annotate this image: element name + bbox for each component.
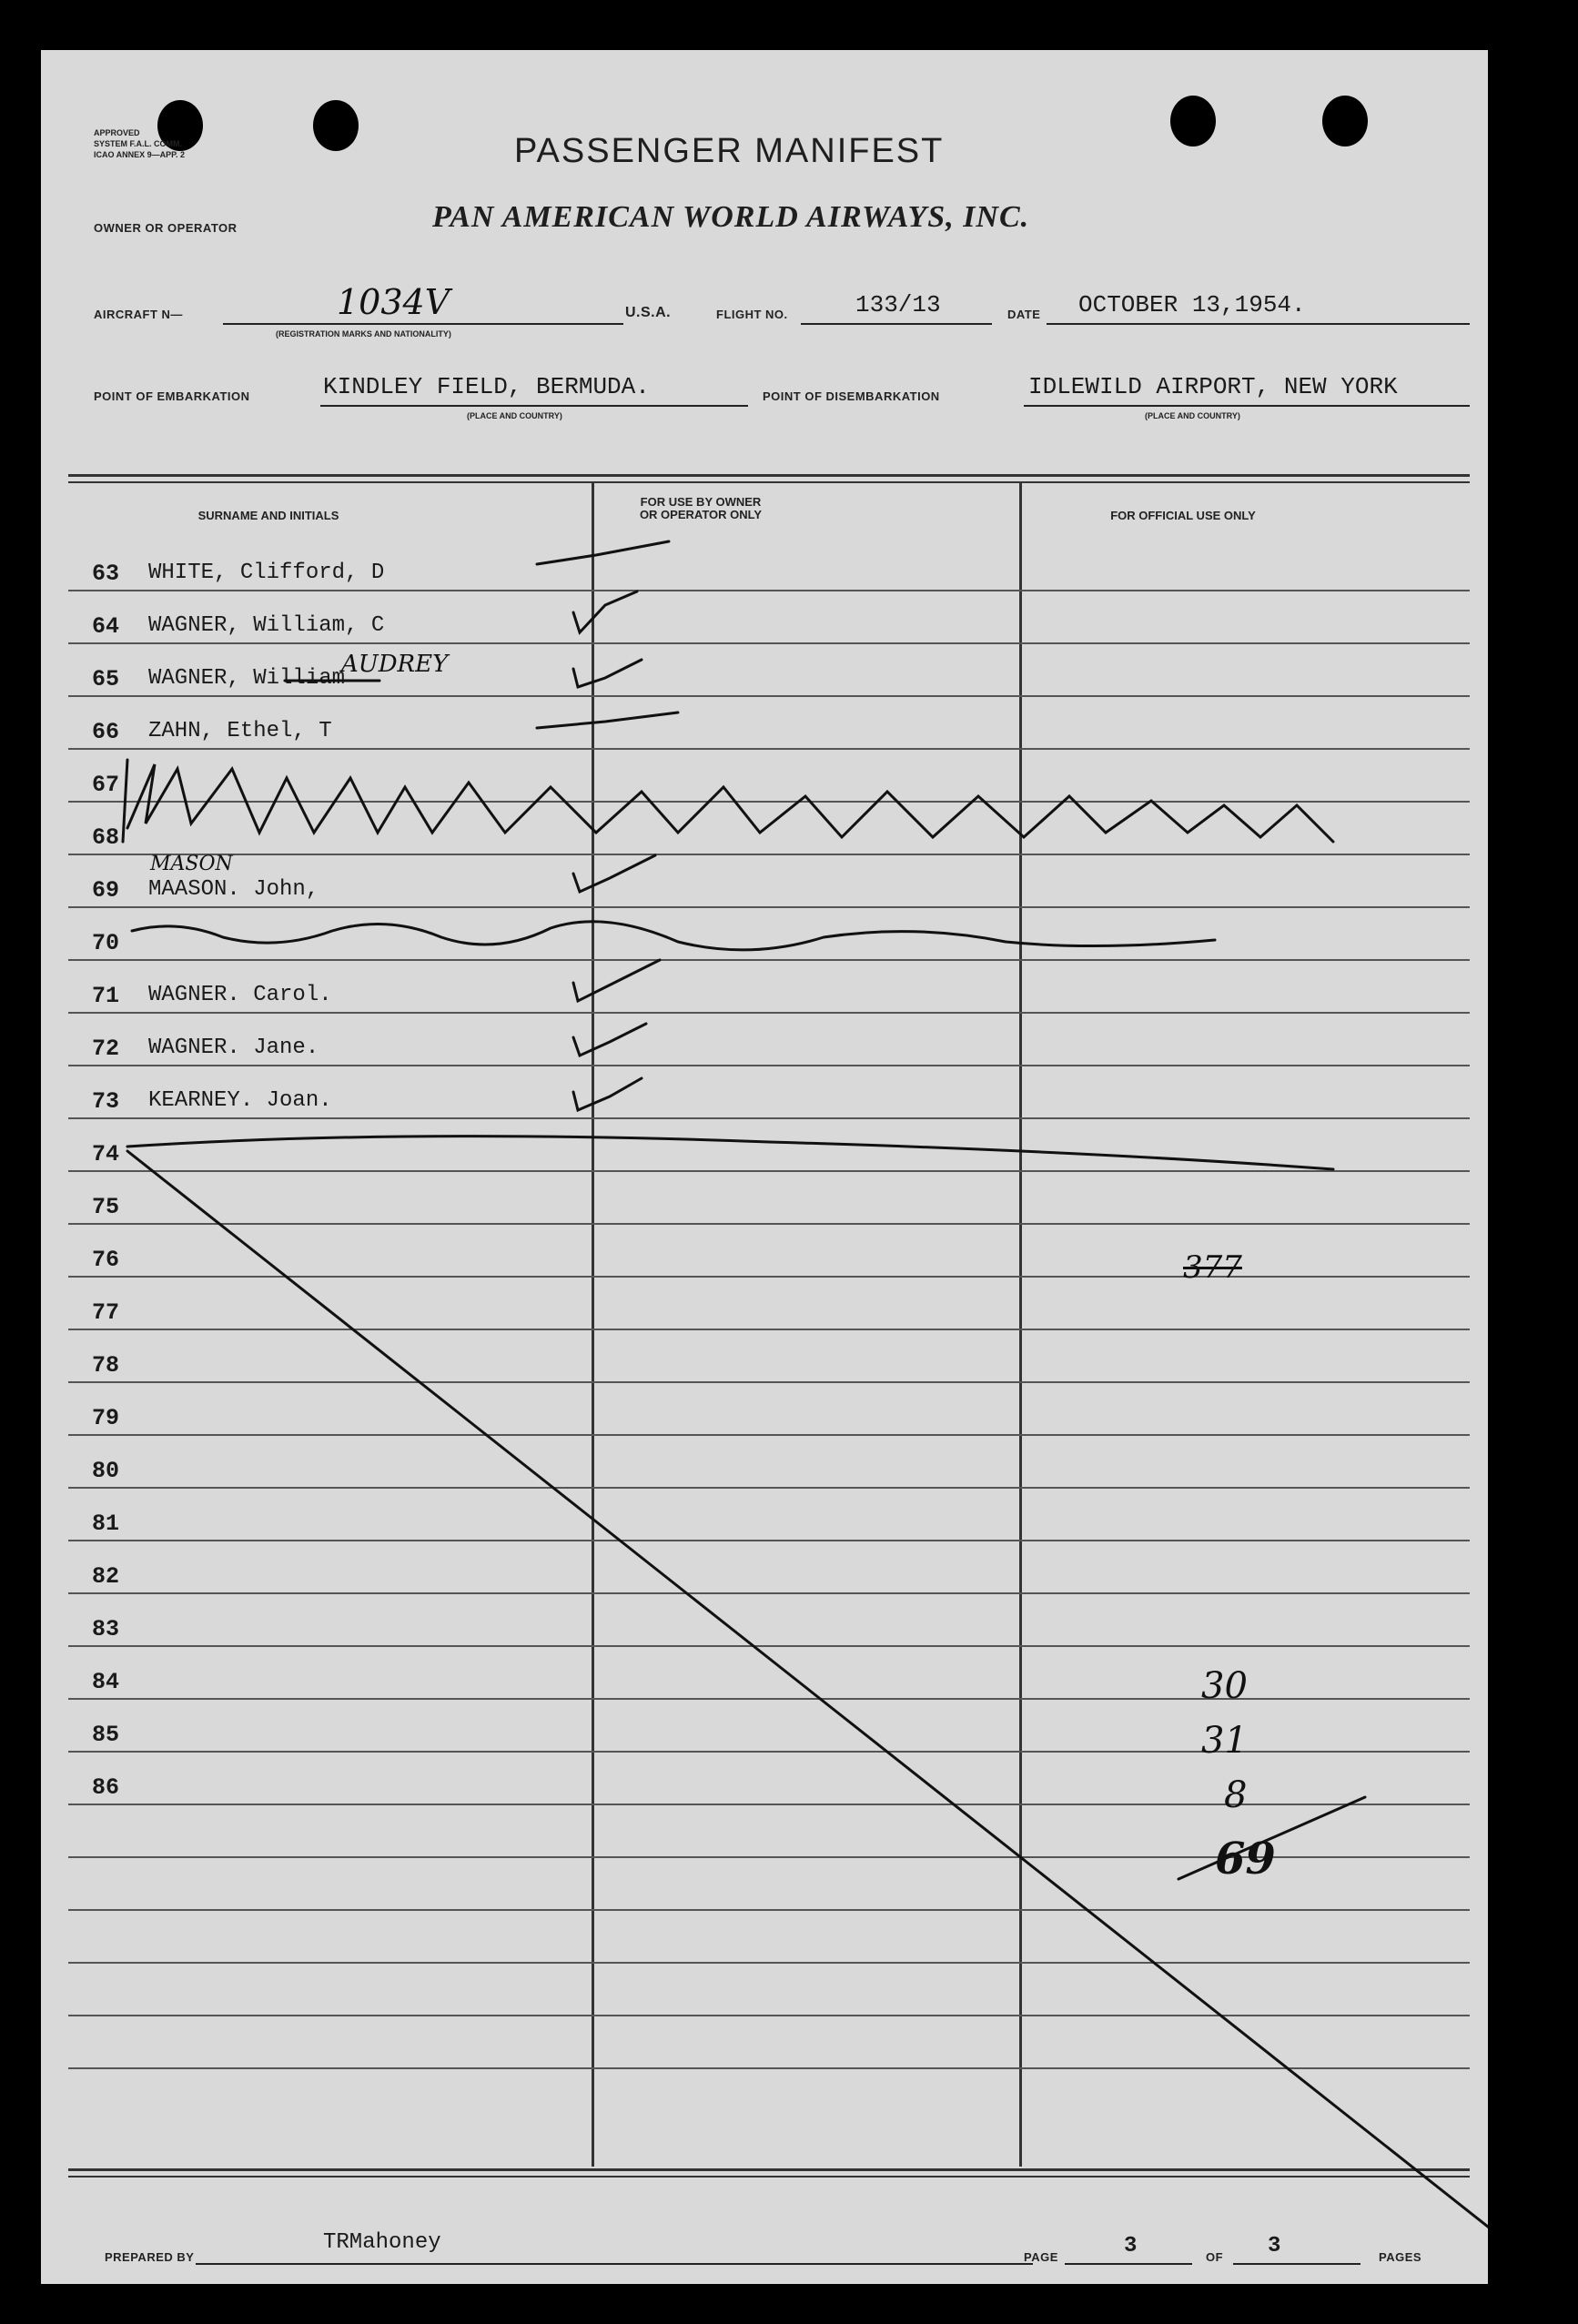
approval-line-1: APPROVED [94, 128, 140, 137]
usa-label: U.S.A. [625, 305, 672, 320]
passenger-name: MAASON. John, [148, 877, 319, 902]
date-value: OCTOBER 13,1954. [1078, 291, 1306, 318]
row-number: 63 [92, 561, 120, 587]
row-number: 71 [92, 983, 120, 1009]
annotation-mason: MASON [150, 853, 233, 875]
row-rule [68, 1329, 1470, 1330]
embarkation-label: POINT OF EMBARKATION [94, 389, 250, 403]
owner-label: OWNER OR OPERATOR [94, 221, 238, 235]
row-number: 75 [92, 1194, 120, 1220]
row-rule [68, 1592, 1470, 1594]
approval-line-2: SYSTEM F.A.L. COMM. [94, 139, 183, 148]
disembarkation-value: IDLEWILD AIRPORT, NEW YORK [1028, 373, 1398, 400]
row-number: 86 [92, 1774, 120, 1801]
row-rule [68, 590, 1470, 591]
annotation-audrey: AUDREY [341, 651, 449, 678]
flight-label: FLIGHT NO. [716, 308, 788, 321]
row-number: 64 [92, 613, 120, 640]
row-number: 82 [92, 1563, 120, 1590]
check-mark [573, 960, 660, 1001]
passenger-name: WAGNER. Jane. [148, 1036, 319, 1060]
row-rule [68, 2067, 1470, 2069]
row-number: 77 [92, 1299, 120, 1326]
check-mark [573, 1024, 646, 1056]
row-rule [68, 748, 1470, 750]
row-number: 70 [92, 930, 120, 956]
col-official-header: FOR OFFICIAL USE ONLY [1110, 509, 1256, 522]
col-surname-header: SURNAME AND INITIALS [197, 509, 339, 522]
row-rule [68, 1540, 1470, 1541]
row-rule [68, 854, 1470, 855]
passenger-name: KEARNEY. Joan. [148, 1088, 332, 1113]
row-number: 69 [92, 877, 120, 904]
row-rule [68, 1434, 1470, 1436]
row-rule [68, 1012, 1470, 1014]
embarkation-caption: (PLACE AND COUNTRY) [467, 411, 562, 420]
punch-hole [313, 100, 359, 151]
row-number: 78 [92, 1352, 120, 1379]
row-number: 68 [92, 824, 120, 851]
passenger-name: WAGNER, William [148, 666, 346, 691]
row-number: 74 [92, 1141, 120, 1167]
check-mark [573, 660, 642, 687]
row-rule [68, 2015, 1470, 2016]
row-number: 84 [92, 1669, 120, 1695]
flight-value: 133/13 [855, 291, 941, 318]
owner-value: PAN AMERICAN WORLD AIRWAYS, INC. [432, 200, 1030, 234]
scribble [127, 764, 1333, 842]
page-value: 3 [1124, 2234, 1138, 2258]
of-label: OF [1206, 2250, 1224, 2264]
row-rule [68, 1065, 1470, 1066]
row-number: 85 [92, 1722, 120, 1748]
tally-31: 31 [1201, 1720, 1248, 1762]
row-rule [68, 1962, 1470, 1964]
pages-label: PAGES [1379, 2250, 1422, 2264]
disembarkation-label: POINT OF DISEMBARKATION [763, 389, 940, 403]
row-rule [68, 1117, 1470, 1119]
passenger-name: ZAHN, Ethel, T [148, 719, 332, 743]
prepared-value: TRMahoney [323, 2230, 441, 2255]
col-owner-header-line1: FOR USE BY OWNER [640, 495, 762, 509]
row-number: 83 [92, 1616, 120, 1642]
row-rule [68, 1645, 1470, 1647]
passenger-name: WAGNER. Carol. [148, 983, 332, 1007]
punch-hole [1170, 96, 1216, 147]
registration-caption: (REGISTRATION MARKS AND NATIONALITY) [276, 329, 451, 338]
col-owner-header [596, 496, 805, 521]
check-mark [573, 855, 655, 892]
manifest-page [41, 50, 1488, 2284]
row-rule [68, 695, 1470, 697]
row-number: 73 [92, 1088, 120, 1115]
tally-30: 30 [1201, 1665, 1248, 1707]
row-rule [68, 642, 1470, 644]
row-number: 72 [92, 1036, 120, 1062]
row-rule [68, 1381, 1470, 1383]
disembarkation-caption: (PLACE AND COUNTRY) [1145, 411, 1240, 420]
check-mark [573, 1078, 642, 1110]
embarkation-value: KINDLEY FIELD, BERMUDA. [323, 373, 650, 400]
prepared-label: PREPARED BY [105, 2250, 195, 2264]
row-rule [68, 1487, 1470, 1489]
row-number: 81 [92, 1511, 120, 1537]
passenger-name: WHITE, Clifford, D [148, 561, 385, 585]
aircraft-value: 1034V [337, 282, 450, 322]
row-rule [68, 801, 1470, 803]
check-mark [573, 591, 637, 632]
row-number: 67 [92, 772, 120, 798]
check-mark [537, 541, 669, 564]
tally-69: 69 [1215, 1834, 1276, 1884]
page-title: PASSENGER MANIFEST [514, 132, 945, 170]
date-label: DATE [1007, 308, 1041, 321]
row-rule [68, 1698, 1470, 1700]
scribble [132, 922, 1215, 950]
col-owner-header-line2: OR OPERATOR ONLY [639, 508, 763, 521]
row-rule [68, 1223, 1470, 1225]
annotation-377: 377 [1183, 1249, 1242, 1286]
approval-line-3: ICAO ANNEX 9—APP. 2 [94, 150, 186, 159]
of-value: 3 [1268, 2234, 1281, 2258]
row-rule [68, 1170, 1470, 1172]
row-number: 80 [92, 1458, 120, 1484]
row-number: 66 [92, 719, 120, 745]
aircraft-label: AIRCRAFT N— [94, 308, 183, 321]
row-rule [68, 1751, 1470, 1753]
passenger-name: WAGNER, William, C [148, 613, 385, 638]
punch-hole [1322, 96, 1368, 147]
row-number: 65 [92, 666, 120, 692]
row-rule [68, 906, 1470, 908]
row-number: 76 [92, 1247, 120, 1273]
row-rule [68, 959, 1470, 961]
check-mark [537, 712, 678, 728]
page-label: PAGE [1024, 2250, 1058, 2264]
tally-8: 8 [1224, 1774, 1248, 1816]
row-rule [68, 1276, 1470, 1278]
row-rule [68, 1909, 1470, 1911]
row-number: 79 [92, 1405, 120, 1431]
cancel-line [127, 1151, 1488, 2234]
row-rule [68, 1804, 1470, 1805]
